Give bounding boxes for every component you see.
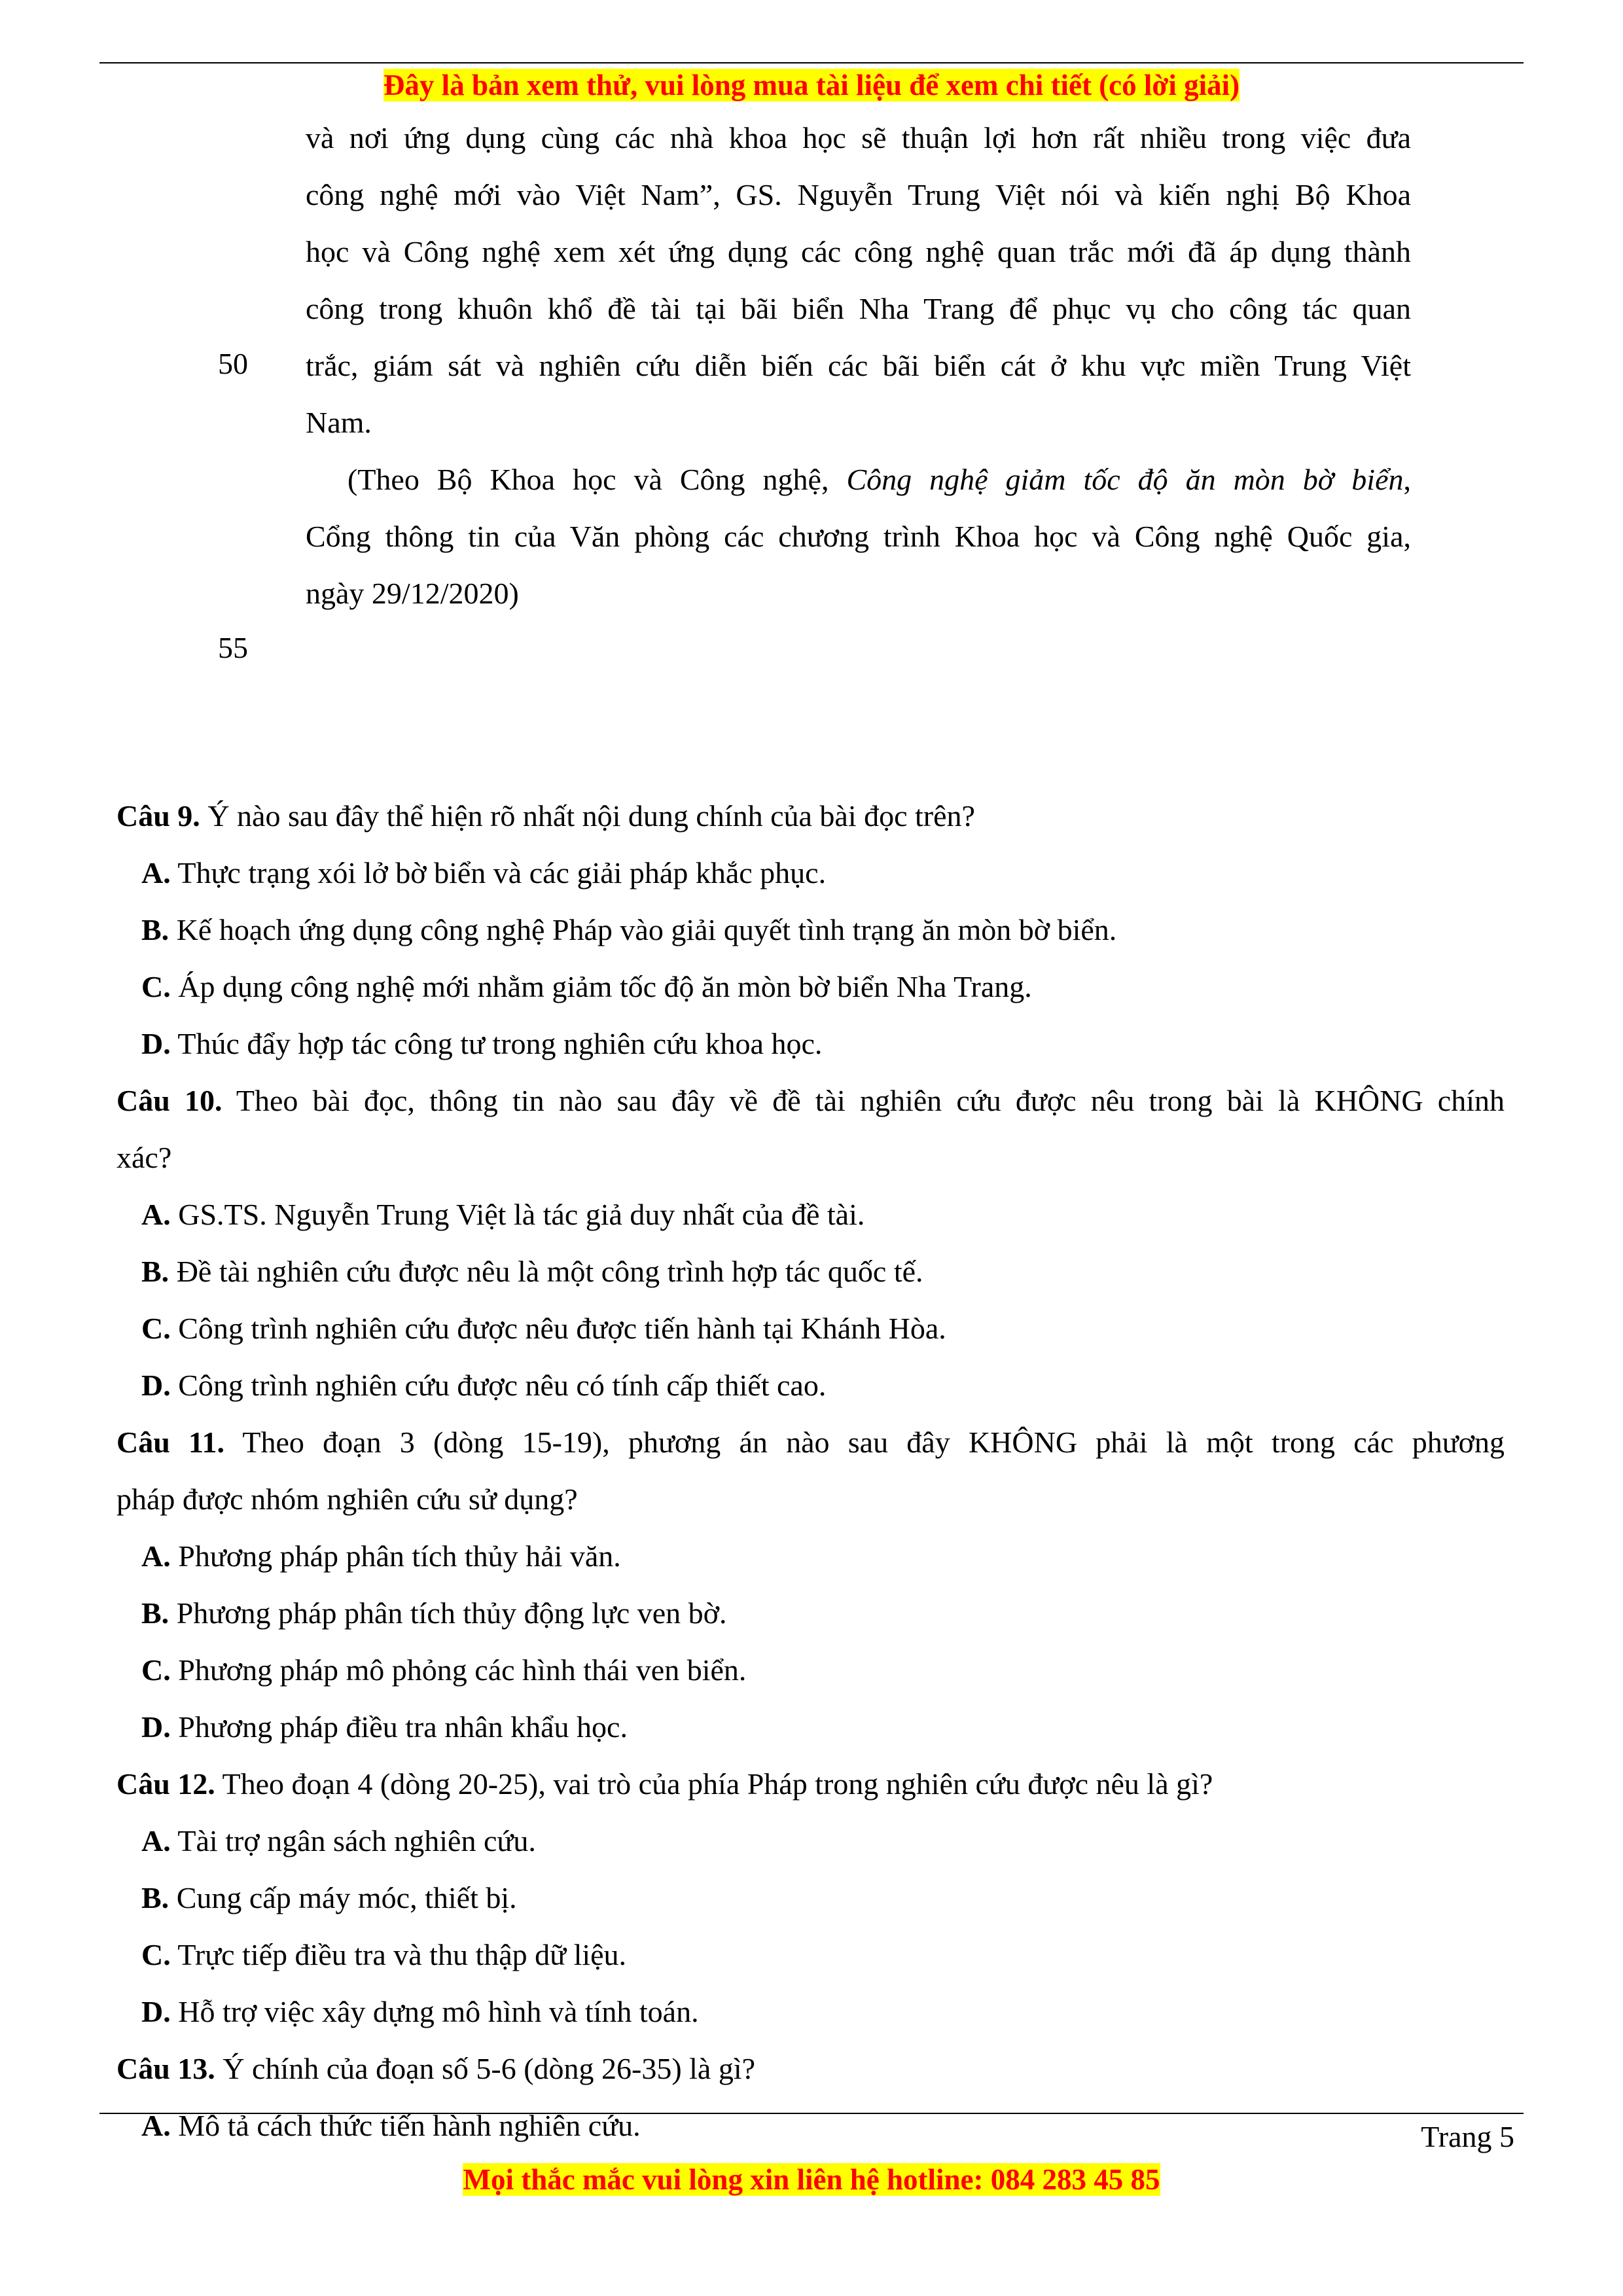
passage — [306, 109, 1411, 622]
question-list — [116, 787, 1505, 2154]
option-letter: B. — [141, 1881, 169, 1914]
option-letter: C. — [141, 1312, 171, 1345]
option-c[interactable] — [116, 1641, 1505, 1698]
option-a[interactable] — [116, 1528, 1505, 1585]
option-d[interactable] — [116, 1015, 1505, 1072]
option-text: Công trình nghiên cứu được nêu được tiến hành tại Khánh Hòa. — [178, 1312, 946, 1345]
page-number: Trang 5 — [1421, 2120, 1514, 2153]
question-text: Theo đoạn 4 (dòng 20-25), vai trò của phía Pháp trong nghiên cứu được nêu là gì? — [222, 1767, 1213, 1801]
question-text: Ý chính của đoạn số 5-6 (dòng 26-35) là gì? — [223, 2052, 756, 2085]
option-letter: A. — [141, 1824, 171, 1857]
option-text: Cung cấp máy móc, thiết bị. — [176, 1881, 517, 1914]
option-letter: D. — [141, 1369, 171, 1402]
option-text: Phương pháp phân tích thủy hải văn. — [178, 1539, 621, 1573]
option-letter: A. — [141, 856, 171, 889]
option-c[interactable] — [116, 1300, 1505, 1357]
option-text: Áp dụng công nghệ mới nhằm giảm tốc độ ăn mòn bờ biển Nha Trang. — [178, 970, 1032, 1003]
option-letter: D. — [141, 1027, 171, 1060]
source-prefix: (Theo Bộ Khoa học và Công nghệ, — [348, 463, 829, 496]
option-letter: D. — [141, 1995, 171, 2028]
option-text: Trực tiếp điều tra và thu thập dữ liệu. — [177, 1938, 627, 1971]
source-citation-line: ngày 29/12/2020) — [306, 577, 519, 610]
source-citation-line: Cổng thông tin của Văn phòng các chương trình Khoa học và Công nghệ Quốc gia, — [306, 520, 1411, 553]
source-citation-line — [306, 451, 1411, 508]
option-b[interactable] — [116, 1585, 1505, 1641]
header-banner — [0, 65, 1623, 105]
option-b[interactable] — [116, 1243, 1505, 1300]
option-a[interactable] — [116, 2097, 1505, 2154]
option-b[interactable] — [116, 901, 1505, 958]
question-10-stem — [116, 1072, 1505, 1129]
footer-banner-text: Mọi thắc mắc vui lòng xin liên hệ hotline: 084 283 45 85 — [463, 2163, 1160, 2196]
option-a[interactable] — [116, 1812, 1505, 1869]
line-number-50: 50 — [218, 347, 248, 380]
passage-line: công nghệ mới vào Việt Nam”, GS. Nguyễn Trung Việt nói và kiến nghị Bộ Khoa — [306, 178, 1411, 211]
footer-banner — [0, 2160, 1623, 2199]
question-13-stem — [116, 2040, 1505, 2097]
option-letter: C. — [141, 1653, 171, 1687]
passage-line: và nơi ứng dụng cùng các nhà khoa học sẽ thuận lợi hơn rất nhiều trong việc đưa — [306, 121, 1411, 154]
header-rule — [99, 62, 1524, 63]
option-d[interactable] — [116, 1698, 1505, 1755]
option-letter: B. — [141, 1255, 169, 1288]
option-text: Hỗ trợ việc xây dựng mô hình và tính toán. — [178, 1995, 699, 2028]
option-d[interactable] — [116, 1357, 1505, 1414]
option-text: Đề tài nghiên cứu được nêu là một công trình hợp tác quốc tế. — [176, 1255, 923, 1288]
source-suffix: , — [1403, 463, 1412, 496]
question-9-stem — [116, 787, 1505, 844]
option-text: Mô tả cách thức tiến hành nghiên cứu. — [178, 2109, 641, 2142]
option-letter: A. — [141, 2109, 171, 2142]
question-label: Câu 10. — [116, 1084, 223, 1117]
question-11-stem-cont: pháp được nhóm nghiên cứu sử dụng? — [116, 1482, 578, 1516]
option-d[interactable] — [116, 1983, 1505, 2040]
header-banner-text: Đây là bản xem thử, vui lòng mua tài liệu để xem chi tiết (có lời giải) — [383, 69, 1240, 101]
question-text: Theo bài đọc, thông tin nào sau đây về đề tài nghiên cứu được nêu trong bài là KHÔNG chính — [236, 1084, 1505, 1117]
question-12-stem — [116, 1755, 1505, 1812]
passage-line: công trong khuôn khổ đề tài tại bãi biển Nha Trang để phục vụ cho công tác quan — [306, 292, 1411, 325]
question-label: Câu 13. — [116, 2052, 215, 2085]
question-text: Ý nào sau đây thể hiện rõ nhất nội dung chính của bài đọc trên? — [207, 799, 975, 833]
passage-line: Nam. — [306, 406, 372, 439]
option-a[interactable] — [116, 844, 1505, 901]
option-b[interactable] — [116, 1869, 1505, 1926]
option-text: Phương pháp mô phỏng các hình thái ven biển. — [178, 1653, 747, 1687]
question-label: Câu 9. — [116, 799, 200, 833]
option-text: Phương pháp điều tra nhân khẩu học. — [178, 1710, 628, 1744]
option-a[interactable] — [116, 1186, 1505, 1243]
option-c[interactable] — [116, 958, 1505, 1015]
passage-line: trắc, giám sát và nghiên cứu diễn biến các bãi biển cát ở khu vực miền Trung Việt — [306, 349, 1411, 382]
option-letter: C. — [141, 1938, 171, 1971]
footer-rule — [99, 2113, 1524, 2114]
option-letter: B. — [141, 1596, 169, 1630]
passage-line: học và Công nghệ xem xét ứng dụng các công nghệ quan trắc mới đã áp dụng thành — [306, 235, 1411, 268]
option-letter: A. — [141, 1198, 171, 1231]
line-number-55: 55 — [218, 631, 248, 664]
option-text: Thực trạng xói lở bờ biển và các giải pháp khắc phục. — [177, 856, 827, 889]
option-text: Công trình nghiên cứu được nêu có tính cấp thiết cao. — [178, 1369, 827, 1402]
option-letter: B. — [141, 913, 169, 946]
option-text: Kế hoạch ứng dụng công nghệ Pháp vào giải quyết tình trạng ăn mòn bờ biển. — [176, 913, 1117, 946]
option-letter: D. — [141, 1710, 171, 1744]
question-11-stem — [116, 1414, 1505, 1471]
option-text: Phương pháp phân tích thủy động lực ven bờ. — [176, 1596, 727, 1630]
option-letter: A. — [141, 1539, 171, 1573]
option-text: Thúc đẩy hợp tác công tư trong nghiên cứu khoa học. — [177, 1027, 823, 1060]
question-text: Theo đoạn 3 (dòng 15-19), phương án nào sau đây KHÔNG phải là một trong các phương — [242, 1426, 1505, 1459]
source-title: Công nghệ giảm tốc độ ăn mòn bờ biển — [846, 463, 1404, 496]
option-letter: C. — [141, 970, 171, 1003]
option-text: GS.TS. Nguyễn Trung Việt là tác giả duy nhất của đề tài. — [178, 1198, 865, 1231]
option-text: Tài trợ ngân sách nghiên cứu. — [177, 1824, 536, 1857]
question-label: Câu 12. — [116, 1767, 215, 1801]
question-10-stem-cont: xác? — [116, 1141, 172, 1174]
option-c[interactable] — [116, 1926, 1505, 1983]
question-label: Câu 11. — [116, 1426, 224, 1459]
